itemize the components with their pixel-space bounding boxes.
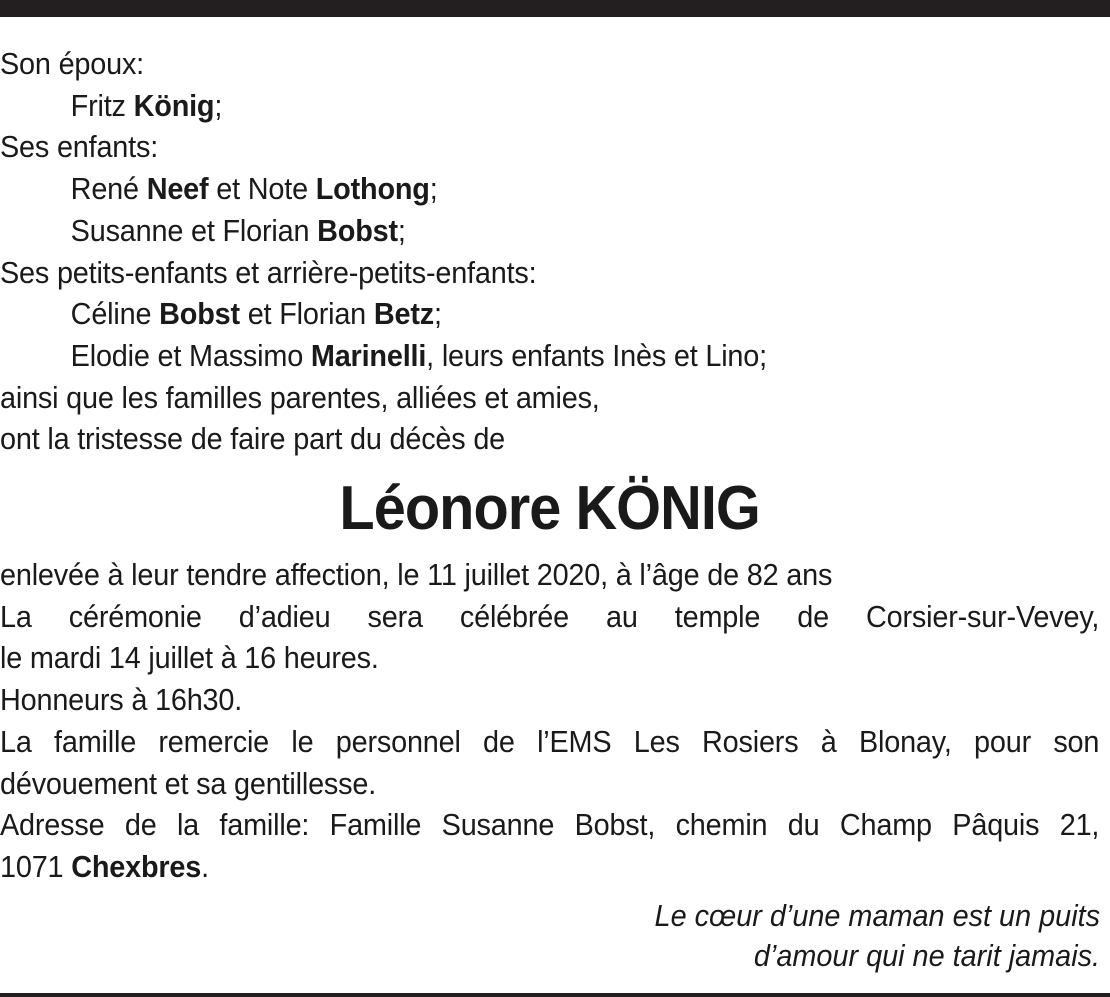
spouse-label: Son époux: (0, 46, 145, 81)
grandchild-row: Céline Bobst et Florian Betz; (70, 296, 442, 332)
spouse-name: Fritz König; (70, 87, 223, 123)
children-label: Ses enfants: (0, 129, 159, 165)
closing-quote (655, 896, 1100, 976)
top-rule (0, 0, 1110, 17)
thanks-line: La famille remercie le personnel de l’EMS Les Rosiers à Blonay, pour son (0, 723, 1100, 759)
bottom-rule (0, 993, 1110, 997)
grandchild-row: Elodie et Massimo Marinelli, leurs enfants Inès et Lino; (70, 337, 767, 373)
child-row: Susanne et Florian Bobst; (70, 212, 406, 248)
announce-line: ont la tristesse de faire part du décès de (0, 421, 506, 457)
address-line: Adresse de la famille: Famille Susanne Bobst, chemin du Champ Pâquis 21, (0, 807, 1100, 843)
quote-line: Le cœur d’une maman est un puits (654, 898, 1100, 933)
families-line: ainsi que les familles parentes, alliées et amies, (0, 379, 600, 415)
death-line: enlevée à leur tendre affection, le 11 juillet 2020, à l’âge de 82 ans (0, 557, 833, 593)
quote-line: d’amour qui ne tarit jamais. (753, 938, 1100, 973)
deceased-name-heading: Léonore KÖNIG (339, 474, 760, 544)
address-city-line: 1071 Chexbres. (0, 848, 209, 884)
address-city: Chexbres (71, 848, 202, 884)
honours-line: Honneurs à 16h30. (0, 682, 243, 718)
obituary-body (0, 43, 1099, 888)
ceremony-date-line: le mardi 14 juillet à 16 heures. (0, 640, 379, 676)
spouse-surname: König (133, 87, 215, 123)
ceremony-line: La cérémonie d’adieu sera célébrée au temple de Corsier-sur-Vevey, (0, 598, 1100, 634)
child-row: René Neef et Note Lothong; (70, 171, 438, 207)
thanks-line-end: dévouement et sa gentillesse. (0, 765, 377, 801)
grandchildren-label: Ses petits-enfants et arrière-petits-enfants: (0, 254, 537, 290)
